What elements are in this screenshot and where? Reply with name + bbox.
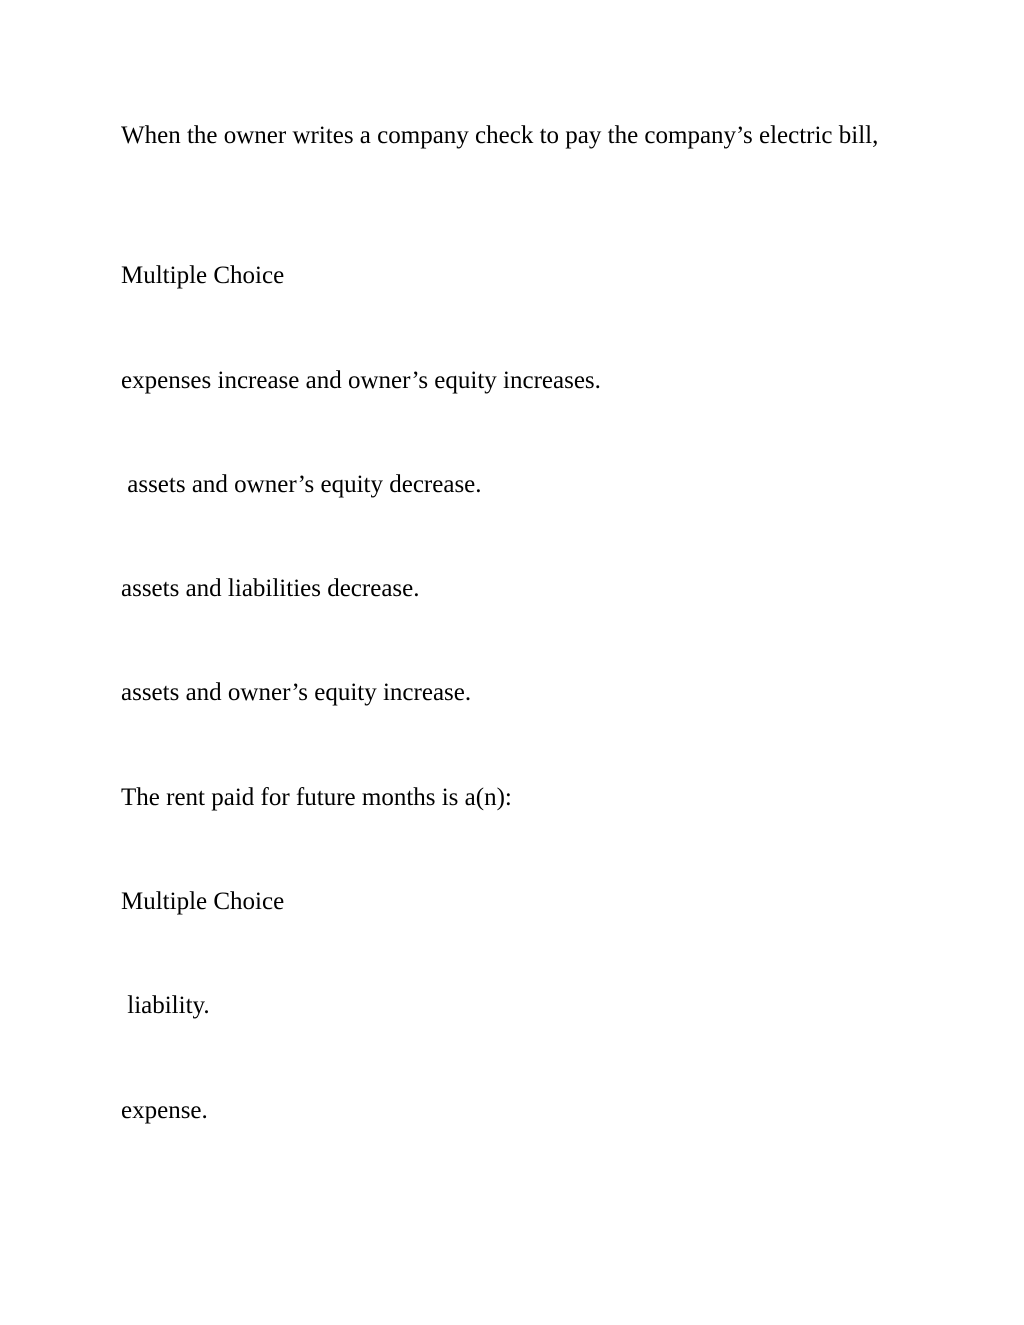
question-1-option-d[interactable]: assets and owner’s equity increase. (121, 679, 472, 706)
question-2-option-b[interactable]: expense. (121, 1097, 208, 1124)
question-1-option-a[interactable]: expenses increase and owner’s equity increases. (121, 367, 601, 394)
question-2-type-label: Multiple Choice (121, 888, 285, 915)
question-1-type-label: Multiple Choice (121, 262, 285, 289)
question-1-option-c[interactable]: assets and liabilities decrease. (121, 575, 420, 602)
question-2-option-a[interactable]: liability. (121, 992, 210, 1019)
question-1-option-b[interactable]: assets and owner’s equity decrease. (121, 471, 482, 498)
question-1-text: When the owner writes a company check to pay the company’s electric bill, (121, 122, 879, 149)
question-2-text: The rent paid for future months is a(n): (121, 784, 512, 811)
